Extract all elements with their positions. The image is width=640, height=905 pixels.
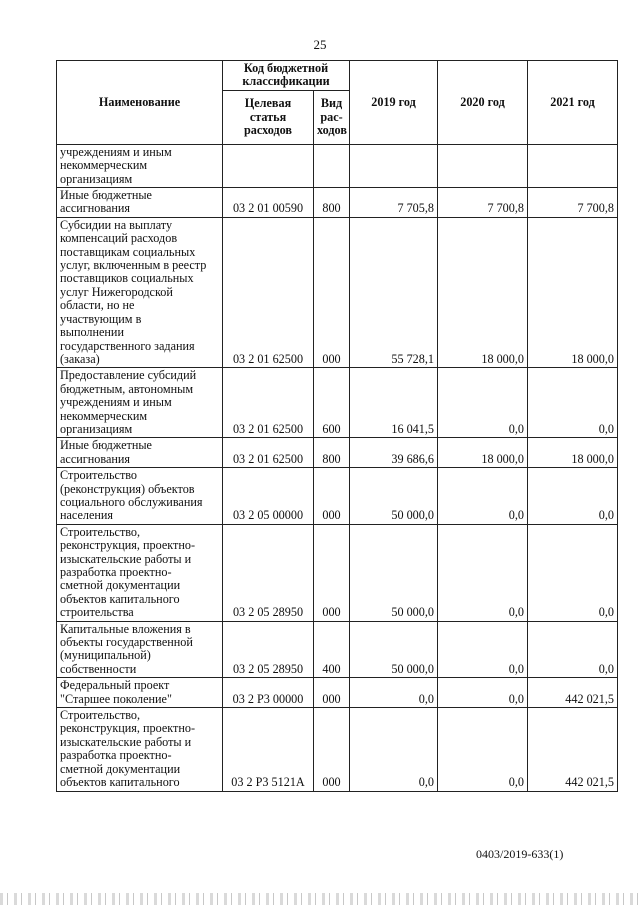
row-2020-value-cell — [438, 144, 528, 187]
table-row — [57, 217, 618, 367]
row-2020-value-cell: 0,0 — [438, 524, 528, 621]
row-2020-value-cell: 0,0 — [438, 678, 528, 708]
header-2021: 2021 год — [528, 61, 618, 145]
row-2020-value-cell: 0,0 — [438, 368, 528, 438]
row-2019-value-cell: 50 000,0 — [350, 524, 438, 621]
row-name-cell: Иные бюджетные ассигнования — [57, 188, 223, 218]
row-expense-kind-cell — [314, 144, 350, 187]
row-2020-value-cell: 0,0 — [438, 621, 528, 678]
table-header — [57, 61, 618, 145]
header-expense-kind: Вид рас-ходов — [314, 90, 350, 144]
row-2021-value-cell: 442 021,5 — [528, 708, 618, 791]
row-target-code-cell: 03 2 05 28950 — [223, 524, 314, 621]
row-expense-kind-cell: 000 — [314, 468, 350, 525]
row-target-code-cell: 03 2 05 28950 — [223, 621, 314, 678]
row-expense-kind-cell: 000 — [314, 524, 350, 621]
row-expense-kind-cell: 000 — [314, 708, 350, 791]
row-target-code-cell: 03 2 01 00590 — [223, 188, 314, 218]
row-target-code-cell: 03 2 P3 00000 — [223, 678, 314, 708]
row-2019-value-cell: 55 728,1 — [350, 217, 438, 367]
header-name: Наименование — [57, 61, 223, 145]
row-expense-kind-cell: 800 — [314, 188, 350, 218]
row-2020-value-cell: 0,0 — [438, 708, 528, 791]
row-2021-value-cell: 18 000,0 — [528, 438, 618, 468]
row-2021-value-cell: 442 021,5 — [528, 678, 618, 708]
scan-edge-artifact — [0, 893, 640, 905]
row-2021-value-cell: 18 000,0 — [528, 217, 618, 367]
row-2019-value-cell: 39 686,6 — [350, 438, 438, 468]
row-2021-value-cell: 7 700,8 — [528, 188, 618, 218]
row-target-code-cell — [223, 144, 314, 187]
row-expense-kind-cell: 400 — [314, 621, 350, 678]
header-target-article: Целевая статья расходов — [223, 90, 314, 144]
table-body — [57, 144, 618, 791]
row-target-code-cell: 03 2 05 00000 — [223, 468, 314, 525]
row-name-cell: Предоставление субсидий бюджетным, автономным учреждениям и иным некоммерческим организациям — [57, 368, 223, 438]
row-2020-value-cell: 18 000,0 — [438, 217, 528, 367]
table-row — [57, 678, 618, 708]
row-2021-value-cell: 0,0 — [528, 468, 618, 525]
table-row — [57, 368, 618, 438]
table-row — [57, 708, 618, 791]
row-name-cell: учреждениям и иным некоммерческим организациям — [57, 144, 223, 187]
row-2021-value-cell: 0,0 — [528, 368, 618, 438]
row-2021-value-cell: 0,0 — [528, 621, 618, 678]
row-name-cell: Иные бюджетные ассигнования — [57, 438, 223, 468]
row-2020-value-cell: 18 000,0 — [438, 438, 528, 468]
row-2020-value-cell: 0,0 — [438, 468, 528, 525]
header-2019: 2019 год — [350, 61, 438, 145]
header-2020: 2020 год — [438, 61, 528, 145]
row-name-cell: Субсидии на выплату компенсаций расходов поставщикам социальных услуг, включенным в реестр поставщиков социальных услуг Нижегородской области, но не участвующим в выполнении государственного задания (заказа) — [57, 217, 223, 367]
row-target-code-cell: 03 2 01 62500 — [223, 438, 314, 468]
row-expense-kind-cell: 800 — [314, 438, 350, 468]
row-2019-value-cell: 16 041,5 — [350, 368, 438, 438]
row-2020-value-cell: 7 700,8 — [438, 188, 528, 218]
row-2019-value-cell: 7 705,8 — [350, 188, 438, 218]
budget-table — [56, 60, 618, 792]
row-name-cell: Строительство, реконструкция, проектно- изыскательские работы и разработка проектно- сметной документации объектов капитального строительства — [57, 524, 223, 621]
row-target-code-cell: 03 2 01 62500 — [223, 217, 314, 367]
row-expense-kind-cell: 000 — [314, 678, 350, 708]
table-row — [57, 524, 618, 621]
row-2021-value-cell: 0,0 — [528, 524, 618, 621]
table-row — [57, 188, 618, 218]
table-row — [57, 468, 618, 525]
header-code-group: Код бюджетной классификации — [223, 61, 350, 91]
document-code: 0403/2019-633(1) — [476, 847, 564, 861]
row-2021-value-cell — [528, 144, 618, 187]
row-2019-value-cell — [350, 144, 438, 187]
page-number: 25 — [313, 37, 327, 52]
row-expense-kind-cell: 600 — [314, 368, 350, 438]
row-2019-value-cell: 50 000,0 — [350, 468, 438, 525]
row-name-cell: Капитальные вложения в объекты государственной (муниципальной) собственности — [57, 621, 223, 678]
row-name-cell: Строительство, реконструкция, проектно- изыскательские работы и разработка проектно- сметной документации объектов капитального — [57, 708, 223, 791]
table-row — [57, 144, 618, 187]
table-row — [57, 438, 618, 468]
row-target-code-cell: 03 2 P3 5121A — [223, 708, 314, 791]
row-2019-value-cell: 0,0 — [350, 678, 438, 708]
row-expense-kind-cell: 000 — [314, 217, 350, 367]
row-name-cell: Строительство (реконструкция) объектов социального обслуживания населения — [57, 468, 223, 525]
table-row — [57, 621, 618, 678]
row-2019-value-cell: 50 000,0 — [350, 621, 438, 678]
row-2019-value-cell: 0,0 — [350, 708, 438, 791]
row-target-code-cell: 03 2 01 62500 — [223, 368, 314, 438]
row-name-cell: Федеральный проект "Старшее поколение" — [57, 678, 223, 708]
